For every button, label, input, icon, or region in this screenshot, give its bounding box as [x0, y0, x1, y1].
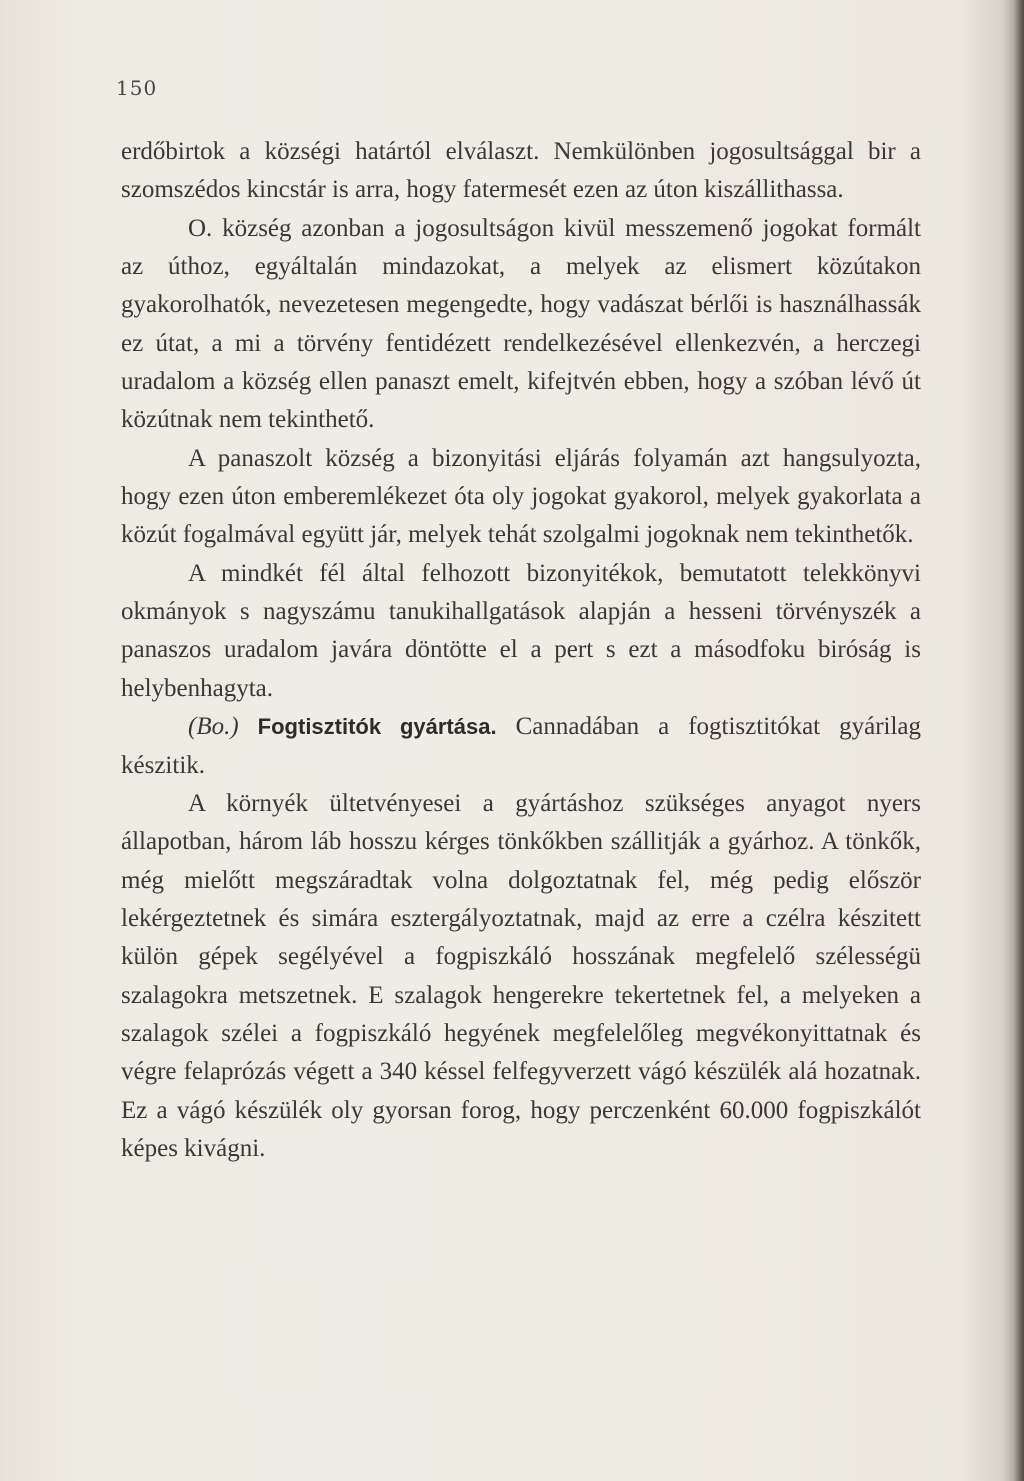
body-text [121, 133, 921, 1168]
article-title: Fogtisztitók gyártása. [257, 714, 497, 740]
paragraph-continuation: erdőbirtok a községi határtól elválaszt. Nemkülönben jogosultsággal bir a szomszédos kincstár is arra, hogy fatermesét ezen az úton kiszállithassa. [121, 138, 921, 204]
paragraph: O. község azonban a jogosultságon kivül messzemenő jogokat formált az úthoz, egyáltalán mindazokat, a melyek az elismert közútakon gyakorolhatók, nevezetesen megengedte, hogy vadászat bérlői is használhassák ez útat, a mi a törvény fentidézett rendelkezésével ellenkezvén, a herczegi uradalom a község ellen panaszt emelt, kifejtvén ebben, hogy a szóban lévő út közútnak nem tekinthető. [121, 214, 921, 434]
paragraph: A mindkét fél által felhozott bizonyitékok, bemutatott telekkönyvi okmányok s nagyszámu tanukihallgatások alapján a hesseni törvényszék a panaszos uradalom javára döntötte el a pert s ezt a másodfoku biróság is helybenhagyta. [121, 559, 921, 702]
source-tag: (Bo.) [188, 713, 239, 741]
article-paragraph [121, 708, 921, 785]
article-text: Cannadában a fogtisztitókat gyárilag készitik. [121, 713, 922, 779]
paragraph: A panaszolt község a bizonyitási eljárás folyamán azt hangsulyozta, hogy ezen úton emberemlékezet óta oly jogokat gyakorol, melyek gyakorlata a közút fogalmával együtt jár, melyek tehát szolgalmi jogoknak nem tekinthetők. [121, 444, 921, 549]
paragraph: A környék ültetvényesei a gyártáshoz szükséges anyagot nyers állapotban, három láb hosszu kérges tönkőkben szállitják a gyárhoz. A tönkők, még mielőtt megszáradtak volna dolgoztatnak fel, még pedig először lekérgeztetnek és simára esztergályoztatnak, majd az erre a czélra készitett külön gépek segélyével a fogpiszkáló hosszának megfelelő szélességü szalagokra metszetnek. E szalagok hengerekre tekertetnek fel, a melyeken a szalagok szélei a fogpiszkáló hegyének megfelelőleg megvékonyittatnak és végre felaprózás végett a 340 késsel felfegyverzett vágó készülék alá hozatnak. Ez a vágó készülék oly gyorsan forog, hogy perczenként 60.000 fogpiszkálót képes kivágni. [121, 789, 921, 1162]
page-edge-shadow [1014, 0, 1024, 1481]
page-number: 150 [116, 76, 158, 100]
